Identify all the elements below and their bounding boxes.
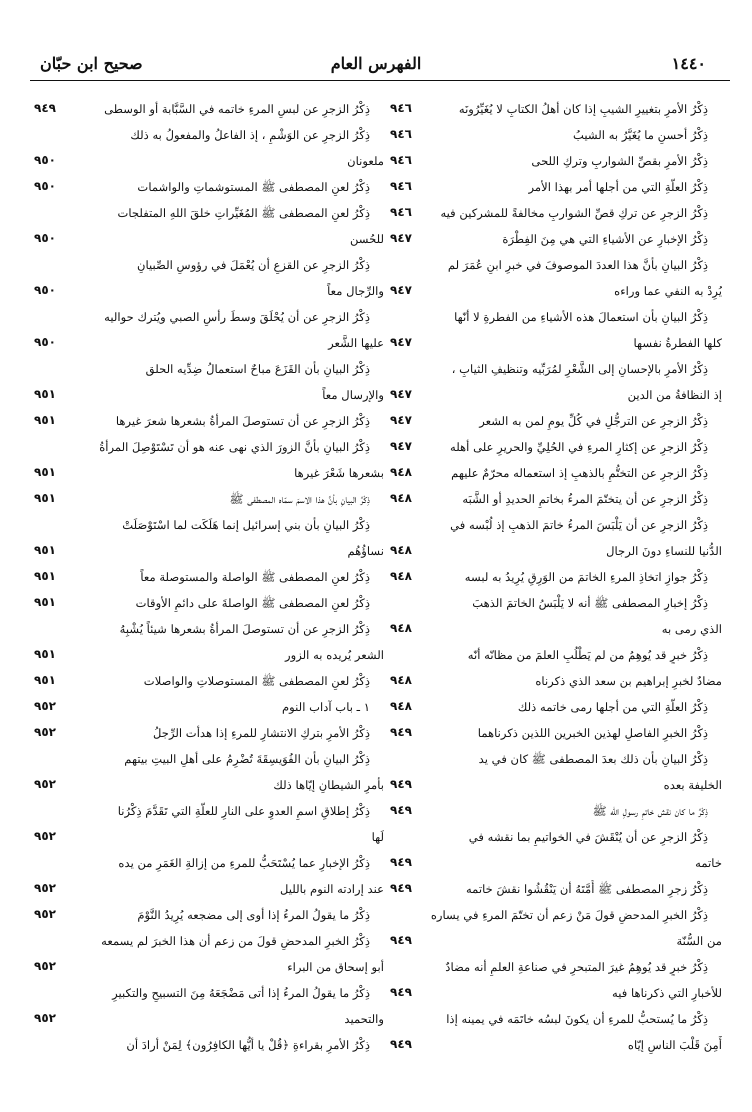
entry-page-number: ٩٥٢ xyxy=(34,959,56,973)
entry-text: ذِكْرُ الزجرِ عن لبسِ المرءِ خاتمه في السَّبَّابة أو الوسطى xyxy=(104,102,370,116)
entry-page-number: ٩٥٢ xyxy=(34,1011,56,1025)
entry-text: ذِكْرُ العلّةِ التي من أجلها أمر بهذا الأمر xyxy=(528,180,708,194)
entry-text: لَها xyxy=(371,830,384,844)
index-entry xyxy=(384,850,722,876)
entry-text: ذِكْرُ البيانِ بأن ذلك بعدَ المصطفى ﷺ كان في يد xyxy=(478,752,708,766)
entry-text: ذِكْرُ الزجرِ عن أن يُنْقَشَ في الخواتيمِ بما نقشه في xyxy=(468,830,708,844)
entry-text: عليها الشَّعر xyxy=(328,336,384,350)
entry-text: ذِكْرُ الإخبارِ عن الأشياءِ التي هي مِنَ الفِطْرَة xyxy=(502,232,708,246)
index-entry xyxy=(384,954,722,980)
entry-page-number: ٩٤٨ xyxy=(390,465,412,479)
entry-text: ذِكْرُ خبرٍ قد يُوهِمُ غيرَ المتبحرِ في صناعةِ العلمِ أنه مضادٌ xyxy=(445,960,708,974)
page-number: ١٤٤٠ xyxy=(671,54,706,73)
index-entry xyxy=(384,252,722,278)
entry-text: ذِكْرُ إخبارِ المصطفى ﷺ أنه لا يَلْبَسُ الخاتمَ الذهبَ xyxy=(472,596,708,610)
entry-text: ذِكْرُ البيانِ بأنَّ هذا الاسمَ سمّاه المصطفى ﷺ xyxy=(229,492,370,506)
index-entry xyxy=(28,434,384,460)
entry-text: ذِكْرُ الزجرِ عن تركِ قصِّ الشواربِ مخالفةً للمشركين فيه xyxy=(440,206,708,220)
entry-text: ذِكْرُ الأمرِ بالإحسانِ إلى الشَّعْرِ لمُرَبِّيه وتنظيفِ الثيابِ ، xyxy=(451,362,708,376)
entry-page-number: ٩٥٠ xyxy=(34,153,56,167)
header-rule xyxy=(30,80,730,81)
index-entry xyxy=(28,928,384,954)
index-entry xyxy=(384,590,722,616)
index-entry xyxy=(28,1032,384,1058)
index-entry xyxy=(28,746,384,772)
entry-page-number: ٩٥١ xyxy=(34,543,56,557)
entry-text: عند إرادته النوم بالليل xyxy=(279,882,384,896)
index-entry xyxy=(28,252,384,278)
index-entry xyxy=(28,590,384,616)
entry-page-number: ٩٤٩ xyxy=(390,1037,412,1051)
entry-text: ذِكْرُ البيانِ بأن القَزَعَ مباحٌ استعمالُ ضِدِّيه الحلق xyxy=(145,362,370,376)
entry-text: ذِكْرُ الزجرِ عن الترجُّلِ في كُلِّ يومٍ لمن به الشعر xyxy=(479,414,708,428)
entry-page-number: ٩٤٩ xyxy=(390,985,412,999)
entry-page-number: ٩٤٨ xyxy=(390,491,412,505)
entry-text: الدُّنيا للنساءِ دونَ الرجال xyxy=(606,544,722,558)
index-entry xyxy=(28,876,384,902)
index-entry xyxy=(384,408,722,434)
entry-text: ذِكْرُ الزجرِ عن التختُّمِ بالذهبِ إذ استعماله محرّمٌ عليهم xyxy=(451,466,708,480)
entry-text: من السُّنّة xyxy=(676,934,722,948)
entry-page-number: ٩٤٨ xyxy=(390,699,412,713)
entry-page-number: ٩٤٧ xyxy=(390,387,412,401)
index-entry xyxy=(384,720,722,746)
entry-page-number: ٩٤٨ xyxy=(390,569,412,583)
entry-text: ذِكْرُ خبرٍ قد يُوهِمُ من لم يَطْلُبِ العلمَ من مظانّه أنّه xyxy=(467,648,708,662)
index-entry xyxy=(384,1032,722,1058)
index-entry xyxy=(384,148,722,174)
entry-page-number: ٩٥١ xyxy=(34,647,56,661)
entry-text: أبو إسحاق من البراء xyxy=(287,960,384,974)
entry-text: ذِكْرُ لعنِ المصطفى ﷺ الواصلةَ على دائمِ الأوقات xyxy=(135,596,370,610)
entry-text: ذِكْرُ الأمرِ بتركِ الانتشارِ للمرءِ إذا هدأت الرِّجلُ xyxy=(153,726,370,740)
entry-page-number: ٩٥٠ xyxy=(34,335,56,349)
index-entry xyxy=(384,460,722,486)
index-entry xyxy=(384,278,722,304)
entry-page-number: ٩٤٦ xyxy=(390,205,412,219)
index-entry xyxy=(384,174,722,200)
index-entry xyxy=(28,564,384,590)
entry-page-number: ٩٥٢ xyxy=(34,725,56,739)
index-entry xyxy=(384,1006,722,1032)
entry-text: ذِكْرُ الزجرِ عن القزعِ أن يُعْمَلَ في رؤوسِ الصِّبيانِ xyxy=(137,258,370,272)
entry-page-number: ٩٤٨ xyxy=(390,621,412,635)
entry-page-number: ٩٤٧ xyxy=(390,231,412,245)
entry-text: ذِكْرُ البيانِ بأنَّ الزورَ الذي نهى عنه هو أن تَسْتَوْصِلَ المرأةُ xyxy=(99,440,370,454)
entry-page-number: ٩٤٧ xyxy=(390,413,412,427)
entry-text: ذِكْرُ الأمرِ بقراءةِ ﴿قُلْ يا أيُّها الكافِرُون﴾ لِمَنْ أرادَ أن xyxy=(126,1038,370,1052)
left-column xyxy=(28,96,384,1058)
entry-text: ذِكْرُ البيانِ بأن استعمالَ هذه الأشياءِ من الفطرةِ لا أنّها xyxy=(454,310,708,324)
entry-text: ذِكْرُ الخبرِ المدحضِ قولَ من زعم أن هذا الخبرَ لم يسمعه xyxy=(101,934,370,948)
entry-text: الخليفة بعده xyxy=(663,778,722,792)
entry-page-number: ٩٥٠ xyxy=(34,283,56,297)
index-entry xyxy=(28,408,384,434)
index-entry xyxy=(384,798,722,824)
book-title: صحيح ابن حبّان xyxy=(40,54,143,73)
index-entry xyxy=(28,174,384,200)
entry-text: ذِكْرُ لعنِ المصطفى ﷺ المُغَيِّراتِ خلقَ اللهِ المتفلجات xyxy=(117,206,370,220)
index-entry xyxy=(28,304,384,330)
index-entry xyxy=(28,122,384,148)
entry-page-number: ٩٥٢ xyxy=(34,907,56,921)
index-entry xyxy=(384,356,722,382)
entry-text: يُرِدْ به النفي عما وراءه xyxy=(614,284,722,298)
entry-text: ذِكْرُ جوازِ اتخاذِ المرءِ الخاتمَ من الوَرِقِ يُرِيدُ به لبسه xyxy=(464,570,708,584)
entry-page-number: ٩٤٩ xyxy=(390,881,412,895)
entry-text: ذِكْرُ زجرِ المصطفى ﷺ أُمَّتَهُ أن يَنْقُشُوا نقشَ خاتمه xyxy=(465,882,708,896)
entry-page-number: ٩٤٦ xyxy=(390,179,412,193)
index-entry xyxy=(28,668,384,694)
index-entry xyxy=(28,772,384,798)
entry-text: والرِّجال معاً xyxy=(327,284,384,298)
index-entry xyxy=(384,512,722,538)
entry-page-number: ٩٥١ xyxy=(34,413,56,427)
entry-page-number: ٩٥٢ xyxy=(34,699,56,713)
entry-text: نساؤُهُم xyxy=(347,544,384,558)
index-entry xyxy=(384,980,722,1006)
entry-text: ١ ـ باب آداب النوم xyxy=(282,700,370,714)
index-entry xyxy=(384,304,722,330)
entry-text: إذ النظافةُ من الدين xyxy=(627,388,722,402)
index-entry xyxy=(28,278,384,304)
index-title: الفهرس العام xyxy=(330,54,422,73)
entry-text: ذِكْرُ البيانِ بأن الفُوَيسِقَةَ تُضْرِمُ على أهلِ البيتِ بيتهم xyxy=(124,752,370,766)
index-entry xyxy=(28,720,384,746)
index-entry xyxy=(28,226,384,252)
entry-page-number: ٩٥١ xyxy=(34,595,56,609)
entry-page-number: ٩٤٩ xyxy=(390,777,412,791)
entry-text: ذِكْرُ الزجرِ عن أن تستوصلَ المرأةُ بشعرها شيئاً يُشْبِهُ xyxy=(119,622,370,636)
entry-text: ذِكْرُ لعنِ المصطفى ﷺ الواصلة والمستوصلة معاً xyxy=(140,570,370,584)
entry-page-number: ٩٤٧ xyxy=(390,283,412,297)
entry-text: ذِكْرُ البيانِ بأنَّ هذا العددَ الموصوفَ في خبرِ ابنِ عُمَرَ لم xyxy=(447,258,708,272)
index-entry xyxy=(384,668,722,694)
index-entry xyxy=(28,616,384,642)
index-entry xyxy=(384,122,722,148)
index-entry xyxy=(384,226,722,252)
entry-page-number: ٩٤٩ xyxy=(390,725,412,739)
index-entry xyxy=(384,772,722,798)
entry-page-number: ٩٥٢ xyxy=(34,881,56,895)
entry-text: ملعونان xyxy=(347,154,384,168)
entry-page-number: ٩٤٦ xyxy=(390,101,412,115)
entry-text: ذِكْرُ الإخبارِ عما يُسْتَحَبُّ للمرءِ من إزالةِ الغَمَرِ من يده xyxy=(118,856,370,870)
entry-page-number: ٩٤٩ xyxy=(390,803,412,817)
index-entry xyxy=(384,564,722,590)
entry-text: ذِكْرُ الأمرِ بتغييرِ الشيبِ إذا كان أهلُ الكتابِ لا يُغَيِّرُونَه xyxy=(458,102,708,116)
index-entry xyxy=(384,200,722,226)
index-entry xyxy=(384,616,722,642)
entry-text: ذِكْرُ الزجرِ عن أن يتختّمَ المرءُ بخاتمِ الحديدِ أو الشَّبَه xyxy=(462,492,708,506)
right-column xyxy=(384,96,722,1058)
entry-page-number: ٩٥١ xyxy=(34,569,56,583)
entry-page-number: ٩٤٧ xyxy=(390,335,412,349)
entry-text: ذِكْرُ ما كان نقش خاتمِ رسولِ الله ﷺ xyxy=(592,804,708,818)
entry-page-number: ٩٤٧ xyxy=(390,439,412,453)
index-entry xyxy=(384,746,722,772)
entry-text: الذي رمى به xyxy=(661,622,722,636)
index-entry xyxy=(28,200,384,226)
entry-page-number: ٩٥١ xyxy=(34,673,56,687)
entry-text: ذِكْرُ لعنِ المصطفى ﷺ المستوشماتِ والواشمات xyxy=(137,180,370,194)
index-entry xyxy=(28,824,384,850)
index-entry xyxy=(28,954,384,980)
index-entry xyxy=(384,694,722,720)
entry-text: بأمرِ الشيطانِ إيّاها ذلك xyxy=(273,778,384,792)
index-entry xyxy=(28,694,384,720)
entry-text: ذِكْرُ ما يُستحبُّ للمرءِ أن يكونَ لبسُه خاتَمَه في يمينه إذا xyxy=(446,1012,708,1026)
entry-text: ذِكْرُ أحسنِ ما يُغَيَّرُ به الشيبُ xyxy=(573,128,708,142)
entry-text: ذِكْرُ ما يقولُ المرءُ إذا أوى إلى مضجعه يُرِيدُ النَّوْمَ xyxy=(137,908,370,922)
index-entry xyxy=(28,850,384,876)
entry-page-number: ٩٤٨ xyxy=(390,673,412,687)
entry-text: والتحميد xyxy=(344,1012,384,1026)
entry-page-number: ٩٥١ xyxy=(34,491,56,505)
entry-text: كلها الفطرةُ نفسها xyxy=(633,336,722,350)
entry-text: مضادٌ لخبرِ إبراهيم بن سعد الذي ذكرناه xyxy=(535,674,722,688)
entry-page-number: ٩٥٢ xyxy=(34,829,56,843)
entry-text: بشعرها شَعْرَ غيرها xyxy=(294,466,384,480)
index-entry xyxy=(384,876,722,902)
entry-text: ذِكْرُ الزجرِ عن إكثارِ المرءِ في الحُلِيِّ والحريرِ على أهله xyxy=(450,440,708,454)
entry-page-number: ٩٤٩ xyxy=(34,101,56,115)
index-entry xyxy=(28,486,384,512)
entry-text: والإرسال معاً xyxy=(322,388,384,402)
entry-page-number: ٩٤٦ xyxy=(390,153,412,167)
index-entry xyxy=(28,460,384,486)
entry-text: للأخبارِ التي ذكرناها فيه xyxy=(612,986,722,1000)
index-entry xyxy=(28,330,384,356)
index-entry xyxy=(384,434,722,460)
index-entry xyxy=(384,538,722,564)
entry-page-number: ٩٤٩ xyxy=(390,933,412,947)
index-entry xyxy=(384,902,722,928)
index-entry xyxy=(28,512,384,538)
entry-page-number: ٩٤٩ xyxy=(390,855,412,869)
entry-text: أَمِنَ قَلْبَ الناسِ إيّاه xyxy=(627,1038,722,1052)
entry-text: للحُسن xyxy=(349,232,384,246)
entry-text: ذِكْرُ ما يقولُ المرءُ إذا أتى مَضْجَعَهُ مِنَ التسبيحِ والتكبيرِ xyxy=(112,986,370,1000)
entry-text: ذِكْرُ الخبرِ المدحضِ قولَ مَنْ زعم أن تختّمَ المرءِ في يساره xyxy=(430,908,708,922)
entry-page-number: ٩٥٢ xyxy=(34,777,56,791)
index-entry xyxy=(28,382,384,408)
index-entry xyxy=(384,330,722,356)
entry-page-number: ٩٥١ xyxy=(34,465,56,479)
index-entry xyxy=(28,980,384,1006)
index-entry xyxy=(28,902,384,928)
entry-text: الشعر يُريده به الزور xyxy=(285,648,384,662)
entry-text: ذِكْرُ الزجرِ عن أن يَلْبَسَ المرءُ خاتمَ الذهبِ إذ لُبْسه في xyxy=(450,518,708,532)
entry-page-number: ٩٤٨ xyxy=(390,543,412,557)
entry-text: ذِكْرُ الزجرِ عن الوَشْمِ ، إذ الفاعلُ والمفعولُ به ذلك xyxy=(130,128,370,142)
entry-text: ذِكْرُ الزجرِ عن أن تستوصلَ المرأةُ بشعرها شعرَ غيرها xyxy=(115,414,370,428)
index-entry xyxy=(384,642,722,668)
entry-text: ذِكْرُ البيانِ بأن بني إسرائيل إنما هَلَكَت لما اسْتَوْصَلَتْ xyxy=(122,518,370,532)
index-entry xyxy=(384,382,722,408)
index-entry xyxy=(384,486,722,512)
index-entry xyxy=(384,824,722,850)
entry-text: ذِكْرُ العلّةِ التي من أجلها رمى خاتمه ذلك xyxy=(517,700,708,714)
entry-page-number: ٩٥٠ xyxy=(34,231,56,245)
entry-text: ذِكْرُ الزجرِ عن أن يُحْلَقَ وسطَ رأسِ الصبي ويُترك حواليه xyxy=(104,310,370,324)
entry-text: خاتمه xyxy=(695,856,722,870)
index-entry xyxy=(28,356,384,382)
index-entry xyxy=(28,1006,384,1032)
entry-text: ذِكْرُ الأمرِ بقصِّ الشواربِ وتركِ اللحى xyxy=(531,154,708,168)
index-entry xyxy=(28,148,384,174)
entry-text: ذِكْرُ إطلاقِ اسمِ العدوِ على النارِ للعلّةِ التي تَقَدَّمَ ذِكْرُنا xyxy=(117,804,370,818)
index-entry xyxy=(28,538,384,564)
entry-text: ذِكْرُ الخبرِ الفاصلِ لهذين الخبرين اللذين ذكرناهما xyxy=(477,726,708,740)
index-entry xyxy=(28,798,384,824)
index-entry xyxy=(28,96,384,122)
index-entry xyxy=(384,928,722,954)
index-entry xyxy=(384,96,722,122)
entry-page-number: ٩٥١ xyxy=(34,387,56,401)
entry-page-number: ٩٥٠ xyxy=(34,179,56,193)
entry-page-number: ٩٤٦ xyxy=(390,127,412,141)
index-entry xyxy=(28,642,384,668)
entry-text: ذِكْرُ لعنِ المصطفى ﷺ المستوصلاتِ والواصلات xyxy=(143,674,370,688)
